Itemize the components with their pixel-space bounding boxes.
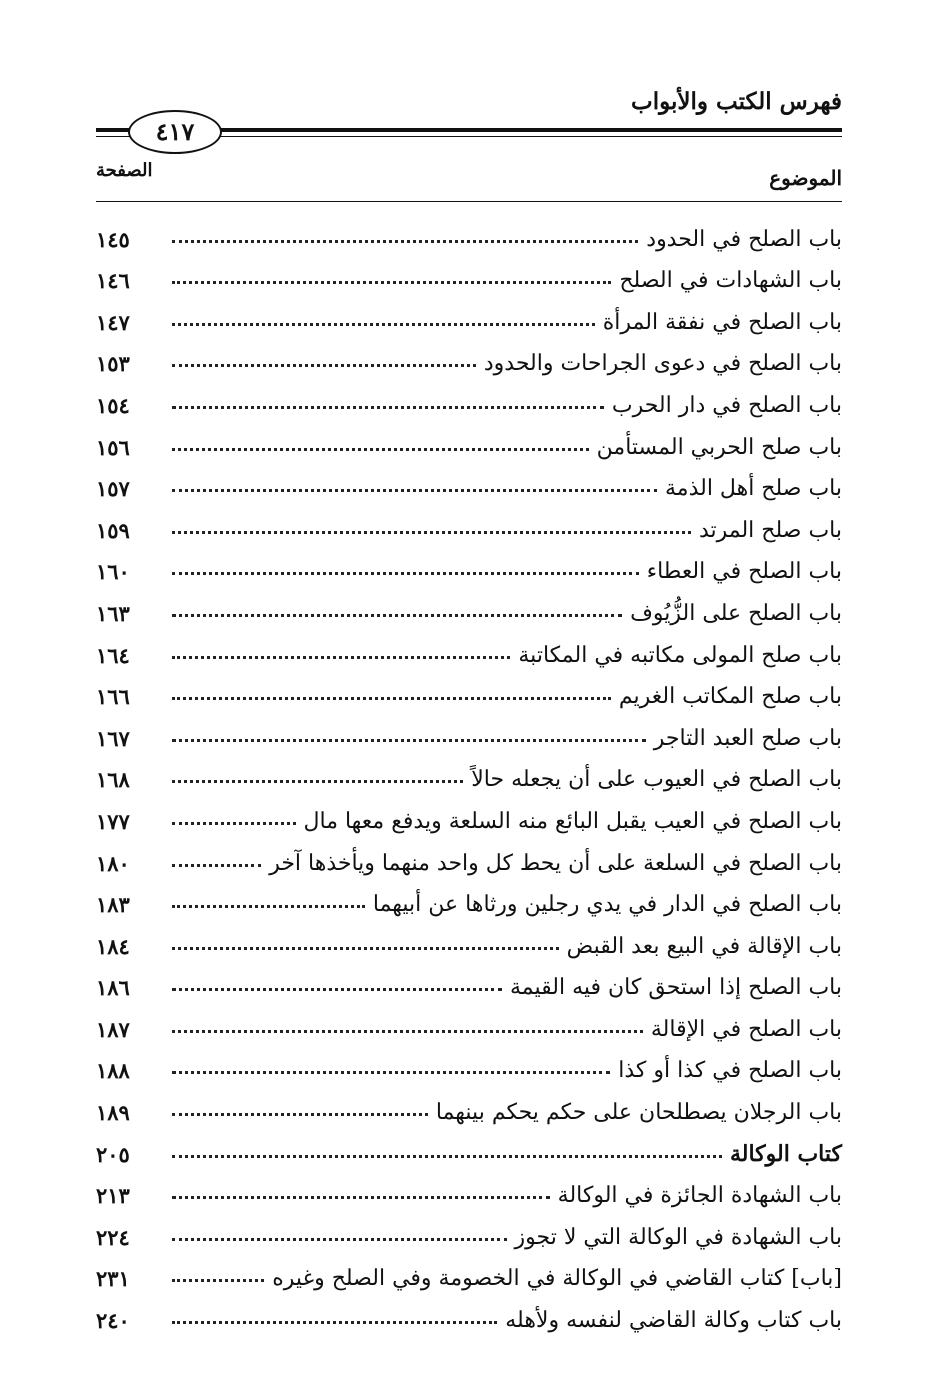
dot-leader <box>172 988 502 991</box>
entry-page-number: ١٥٧ <box>96 476 130 502</box>
column-header-topic: الموضوع <box>769 166 842 190</box>
page-number: ٤١٧ <box>128 110 222 154</box>
index-entry <box>96 584 842 626</box>
dot-leader <box>172 240 638 243</box>
index-entry <box>96 418 842 460</box>
entry-title: [باب] كتاب القاضي في الوكالة في الخصومة وفي الصلح وغيره <box>272 1266 842 1292</box>
dot-leader <box>172 572 639 575</box>
dot-leader <box>172 323 595 326</box>
dot-leader <box>172 905 365 908</box>
entry-title: باب صلح المكاتب الغريم <box>618 684 842 710</box>
entry-page-number: ٢٠٥ <box>96 1141 130 1167</box>
entry-page-number: ١٥٣ <box>96 351 130 377</box>
entry-title: باب الصلح في الدار في يدي رجلين ورثاها عن أبيهما <box>372 892 842 918</box>
entry-page-number: ١٨٧ <box>96 1016 130 1042</box>
index-entry <box>96 1125 842 1167</box>
entry-page-number: ١٥٩ <box>96 517 130 543</box>
index-entry <box>96 1042 842 1084</box>
index-entry <box>96 709 842 751</box>
dot-leader <box>172 656 510 659</box>
entry-page-number: ٢٣١ <box>96 1266 130 1292</box>
dot-leader <box>172 1238 507 1241</box>
dot-leader <box>172 1321 497 1324</box>
dot-leader <box>172 1071 610 1074</box>
dot-leader <box>172 281 611 284</box>
entry-page-number: ٢٤٠ <box>96 1308 130 1334</box>
entry-title: باب صلح المرتد <box>698 517 842 543</box>
entry-title: باب الصلح في دار الحرب <box>611 392 842 418</box>
index-entry <box>96 1291 842 1333</box>
index-entry <box>96 917 842 959</box>
entry-page-number: ١٧٧ <box>96 808 130 834</box>
entry-title: باب الصلح في دعوى الجراحات والحدود <box>483 351 842 377</box>
entry-title: باب صلح المولى مكاتبه في المكاتبة <box>518 642 842 668</box>
dot-leader <box>172 489 657 492</box>
index-entry <box>96 1250 842 1292</box>
entry-page-number: ١٨٦ <box>96 975 130 1001</box>
index-entry <box>96 293 842 335</box>
dot-leader <box>172 1030 643 1033</box>
column-header-rule <box>96 201 842 202</box>
entry-title: باب الرجلان يصطلحان على حكم يحكم بينهما <box>435 1100 842 1126</box>
entry-title: باب الشهادات في الصلح <box>619 268 842 294</box>
entry-title: باب الصلح على الزُّيُوف <box>630 600 842 626</box>
index-entry <box>96 543 842 585</box>
index-entry <box>96 668 842 710</box>
entry-title: باب الصلح في العيب يقبل البائع منه السلعة ويدفع معها مال <box>303 808 842 834</box>
index-entries <box>96 210 842 1333</box>
dot-leader <box>172 1113 428 1116</box>
entry-page-number: ١٦٣ <box>96 600 130 626</box>
entry-page-number: ١٦٦ <box>96 684 130 710</box>
entry-title: باب الصلح في نفقة المرأة <box>602 309 842 335</box>
index-entry <box>96 460 842 502</box>
entry-page-number: ١٨٤ <box>96 933 130 959</box>
index-entry <box>96 1000 842 1042</box>
entry-title: باب كتاب وكالة القاضي لنفسه ولأهله <box>505 1308 842 1334</box>
index-entry <box>96 876 842 918</box>
index-entry <box>96 252 842 294</box>
entry-page-number: ١٦٧ <box>96 725 130 751</box>
entry-title: باب الإقالة في البيع بعد القبض <box>566 933 842 959</box>
dot-leader <box>172 448 589 451</box>
entry-title: باب الصلح في العيوب على أن يجعله حالاً <box>471 767 842 793</box>
book-title: كتاب الوكالة <box>729 1140 842 1167</box>
index-entry <box>96 959 842 1001</box>
index-entry <box>96 626 842 668</box>
dot-leader <box>172 697 611 700</box>
index-entry <box>96 1083 842 1125</box>
entry-title: باب الصلح في السلعة على أن يحط كل واحد منهما ويأخذها آخر <box>269 850 842 876</box>
index-entry <box>96 376 842 418</box>
entry-page-number: ١٨٨ <box>96 1058 130 1084</box>
entry-title: باب الصلح في الحدود <box>646 226 842 252</box>
entry-page-number: ١٥٤ <box>96 392 130 418</box>
dot-leader <box>172 614 622 617</box>
entry-page-number: ١٦٤ <box>96 642 130 668</box>
entry-title: باب صلح العبد التاجر <box>653 725 842 751</box>
entry-title: باب صلح أهل الذمة <box>665 476 842 502</box>
entry-title: باب الصلح في كذا أو كذا <box>618 1058 842 1084</box>
index-entry <box>96 501 842 543</box>
entry-page-number: ١٦٨ <box>96 767 130 793</box>
entry-page-number: ١٨٠ <box>96 850 130 876</box>
entry-page-number: ١٥٦ <box>96 434 130 460</box>
dot-leader <box>172 739 646 742</box>
entry-page-number: ١٨٣ <box>96 892 130 918</box>
dot-leader <box>172 1196 550 1199</box>
dot-leader <box>172 1155 722 1158</box>
dot-leader <box>172 531 691 534</box>
dot-leader <box>172 406 604 409</box>
entry-title: باب الصلح في الإقالة <box>650 1016 842 1042</box>
entry-title: باب الشهادة في الوكالة التي لا تجوز <box>514 1224 842 1250</box>
entry-page-number: ٢٢٤ <box>96 1224 130 1250</box>
entry-title: باب الشهادة الجائزة في الوكالة <box>557 1183 842 1209</box>
entry-page-number: ١٨٩ <box>96 1100 130 1126</box>
index-entry <box>96 1167 842 1209</box>
entry-page-number: ١٤٧ <box>96 309 130 335</box>
index-entry <box>96 1208 842 1250</box>
index-entry <box>96 751 842 793</box>
index-entry <box>96 335 842 377</box>
entry-page-number: ١٤٥ <box>96 226 130 252</box>
entry-title: باب صلح الحربي المستأمن <box>596 434 842 460</box>
dot-leader <box>172 780 463 783</box>
dot-leader <box>172 947 559 950</box>
entry-title: باب الصلح في العطاء <box>646 559 842 585</box>
index-entry <box>96 210 842 252</box>
dot-leader <box>172 864 261 867</box>
entry-page-number: ١٦٠ <box>96 559 130 585</box>
entry-page-number: ١٤٦ <box>96 268 130 294</box>
index-entry <box>96 834 842 876</box>
dot-leader <box>172 1279 264 1282</box>
column-header-page: الصفحة <box>96 160 153 181</box>
entry-title: باب الصلح إذا استحق كان فيه القيمة <box>509 975 842 1001</box>
index-entry <box>96 792 842 834</box>
dot-leader <box>172 822 296 825</box>
running-title: فهرس الكتب والأبواب <box>631 88 842 115</box>
entry-page-number: ٢١٣ <box>96 1183 130 1209</box>
dot-leader <box>172 364 476 367</box>
